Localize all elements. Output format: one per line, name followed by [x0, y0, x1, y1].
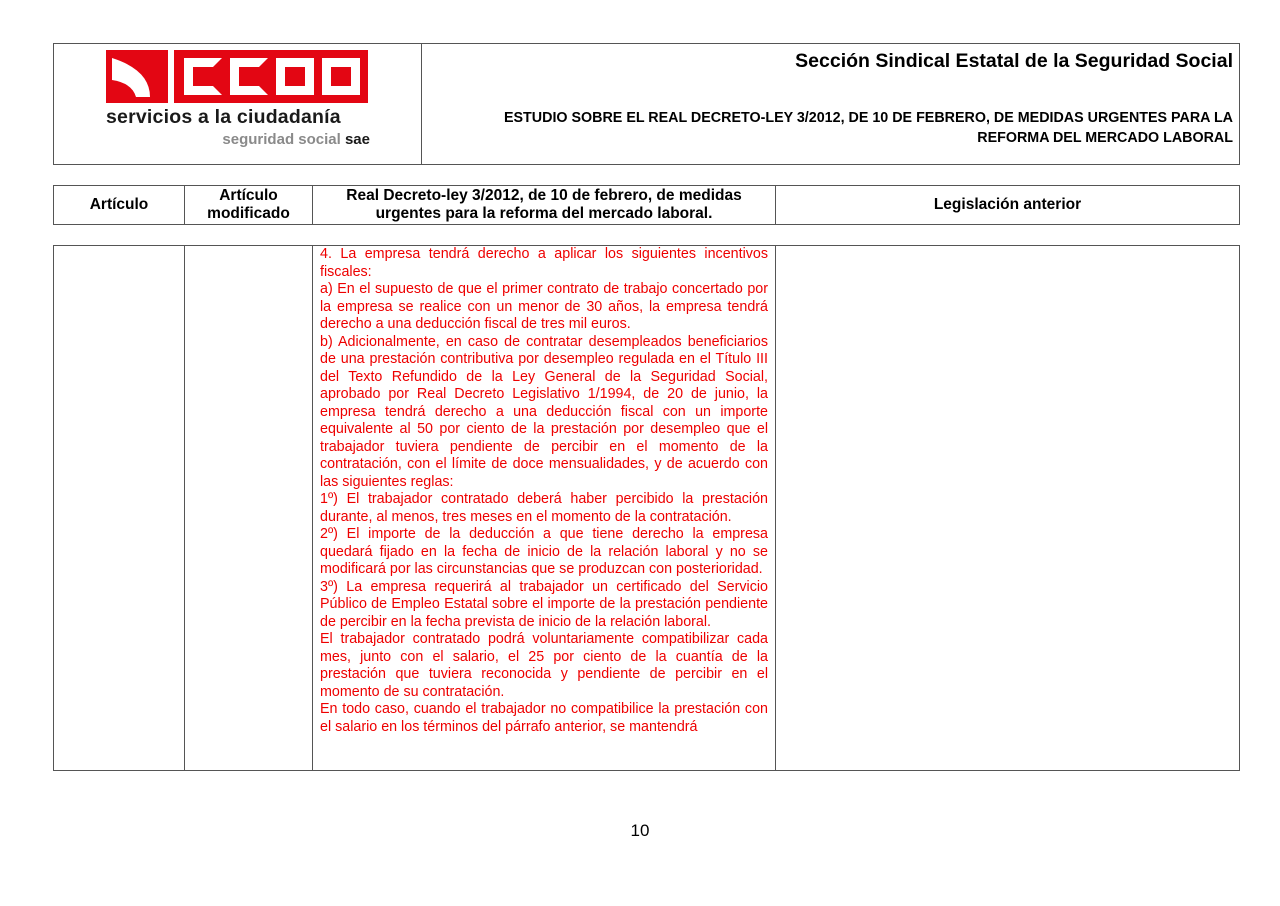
decree-paragraph: 4. La empresa tendrá derecho a aplicar los siguientes incentivos fiscales: — [320, 246, 768, 280]
decree-paragraph: 2º) El importe de la deducción a que tiene derecho la empresa quedará fijado en la fecha de inicio de la relación laboral y no se modificará por las circunstancias que se produzcan con posterioridad. — [320, 526, 768, 577]
col-articulo: Artículo — [54, 186, 185, 224]
document-header — [53, 43, 1240, 165]
page-number: 10 — [630, 821, 650, 840]
content-table-row — [53, 245, 1240, 771]
logo-tagline: servicios a la ciudadanía — [106, 106, 341, 128]
logo-cell — [54, 44, 422, 164]
cell-articulo-modificado — [185, 246, 313, 770]
decree-paragraph: El trabajador contratado podrá voluntariamente compatibilizar cada mes, junto con el salario, el 25 por ciento de la cuantía de la prestación que tuviera reconocida y pendiente de percibir en el momento de su contratación. — [320, 631, 768, 700]
decree-paragraph: 3º) La empresa requerirá al trabajador un certificado del Servicio Público de Empleo Estatal sobre el importe de la prestación pendiente de percibir en la fecha prevista de inicio de la relación laboral. — [320, 578, 768, 630]
cell-articulo — [54, 246, 185, 770]
decree-text — [320, 246, 768, 770]
col-legislacion-anterior: Legislación anterior — [933, 196, 1082, 213]
logo-subtitle: seguridad social sae — [222, 131, 370, 148]
ccoo-emblem-icon — [106, 50, 168, 103]
decree-paragraph: 1º) El trabajador contratado deberá haber percibido la prestación durante, al menos, tres meses en el momento de la contratación. — [320, 491, 768, 525]
decree-paragraph: a) En el supuesto de que el primer contrato de trabajo concertado por la empresa se realice con un menor de 30 años, la empresa tendrá derecho a una deducción fiscal de tres mil euros. — [320, 281, 768, 332]
ccoo-wordmark — [174, 50, 368, 103]
study-title: ESTUDIO SOBRE EL REAL DECRETO-LEY 3/2012, DE 10 DE FEBRERO, DE MEDIDAS URGENTES PARA LA REFORMA DEL MERCADO LABORAL — [503, 110, 1233, 146]
section-title: Sección Sindical Estatal de la Seguridad Social — [795, 50, 1233, 72]
column-header-row — [53, 185, 1240, 225]
title-cell — [422, 44, 1239, 164]
col-real-decreto: Real Decreto-ley 3/2012, de 10 de febrero, de medidas urgentes para la reforma del mercado laboral. — [313, 186, 776, 224]
col-articulo-modificado: Artículo modificado — [185, 186, 313, 224]
cell-legislacion-anterior — [776, 246, 1239, 770]
decree-paragraph: b) Adicionalmente, en caso de contratar desempleados beneficiarios de una prestación contributiva por desempleo regulada en el Título III del Texto Refundido de la Ley General de la Seguridad Social, aprobado por Real Decreto Legislativo 1/1994, de 20 de junio, la empresa tendrá derecho a una deducción fiscal con un importe equivalente al 50 por ciento de la prestación por desempleo que el trabajador tuviera pendiente de percibir en el momento de la contratación, con el límite de doce mensualidades, y de acuerdo con las siguientes reglas: — [320, 333, 768, 490]
decree-paragraph: En todo caso, cuando el trabajador no compatibilice la prestación con el salario en los términos del párrafo anterior, se mantendrá — [320, 701, 768, 735]
cell-real-decreto — [313, 246, 776, 770]
ccoo-logo — [106, 50, 368, 150]
